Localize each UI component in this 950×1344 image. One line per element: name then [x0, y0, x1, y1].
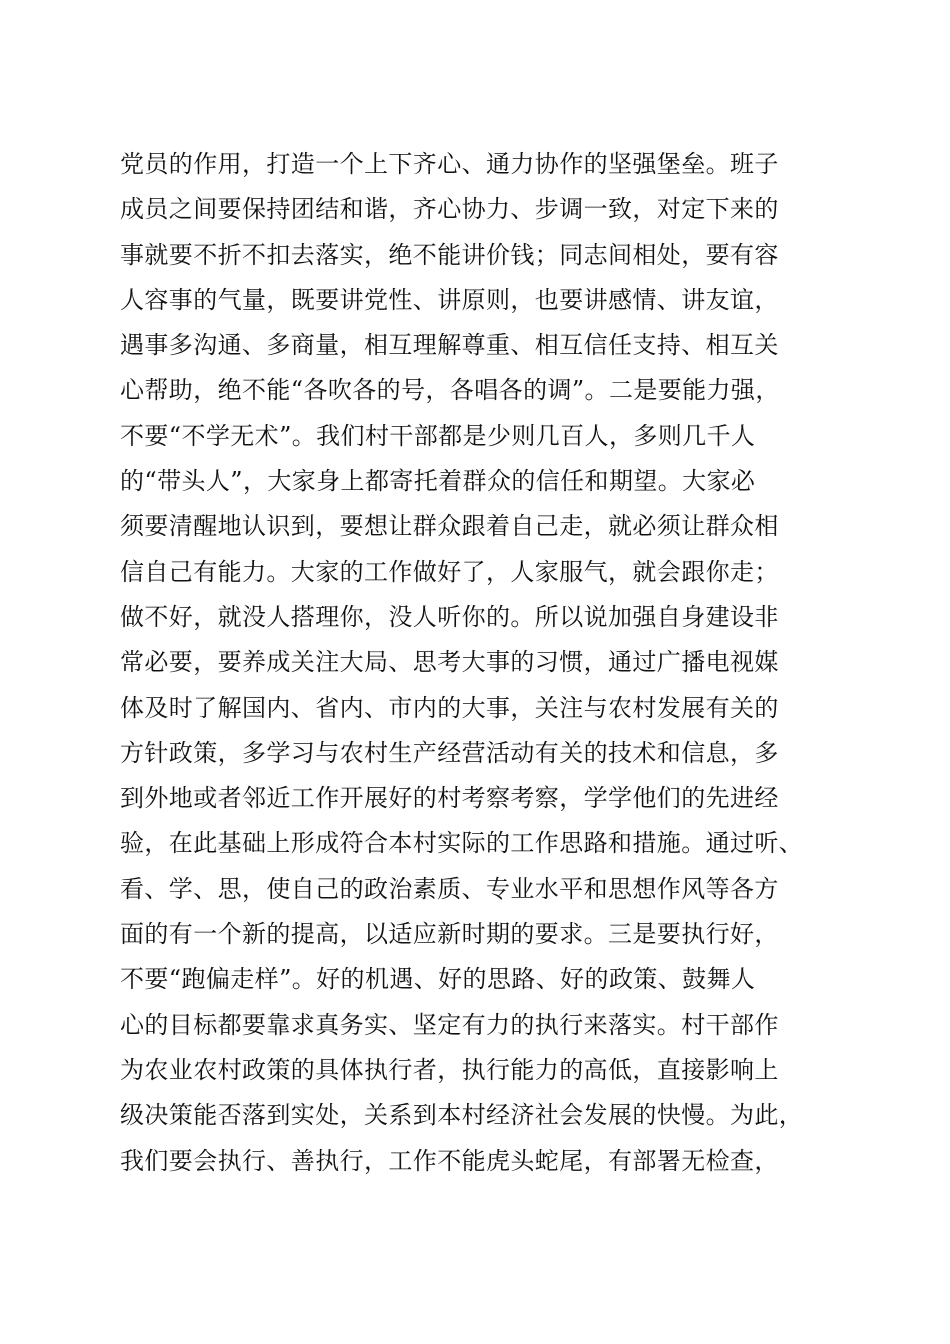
- text-line-5: 遇事多沟通、多商量，相互理解尊重、相互信任支持、相互关: [120, 331, 779, 360]
- text-line-7: 不要“不学无术”。我们村干部都是少则几百人，多则几千人: [120, 421, 756, 450]
- text-line-6: 心帮助，绝不能“各吹各的号，各唱各的调”。二是要能力强，: [120, 376, 780, 405]
- text-line-2: 成员之间要保持团结和谐，齐心协力、步调一致，对定下来的: [120, 195, 779, 224]
- text-line-17: 看、学、思，使自己的政治素质、专业水平和思想作风等各方: [120, 874, 779, 903]
- text-line-18: 面的有一个新的提高，以适应新时期的要求。三是要执行好，: [120, 920, 779, 949]
- text-line-15: 到外地或者邻近工作开展好的村考察考察，学学他们的先进经: [120, 784, 779, 813]
- text-line-9: 须要清醒地认识到，要想让群众跟着自己走，就必须让群众相: [120, 512, 779, 541]
- body-text: [120, 142, 840, 1184]
- text-line-22: 级决策能否落到实处，关系到本村经济社会发展的快慢。为此，: [120, 1101, 804, 1130]
- text-line-14: 方针政策，多学习与农村生产经营活动有关的技术和信息，多: [120, 738, 779, 767]
- text-line-12: 常必要，要养成关注大局、思考大事的习惯，通过广播电视媒: [120, 648, 779, 677]
- text-line-1: 党员的作用，打造一个上下齐心、通力协作的坚强堡垒。班子: [120, 150, 779, 178]
- text-line-16: 验，在此基础上形成符合本村实际的工作思路和措施。通过听、: [120, 829, 804, 858]
- text-line-3: 事就要不折不扣去落实，绝不能讲价钱；同志间相处，要有容: [120, 240, 779, 269]
- text-line-20: 心的目标都要靠求真务实、坚定有力的执行来落实。村干部作: [120, 1010, 779, 1039]
- text-line-10: 信自己有能力。大家的工作做好了，人家服气，就会跟你走；: [120, 557, 779, 586]
- text-line-13: 体及时了解国内、省内、市内的大事，关注与农村发展有关的: [120, 693, 779, 722]
- text-line-21: 为农业农村政策的具体执行者，执行能力的高低，直接影响上: [120, 1055, 779, 1084]
- text-line-8: 的“带头人”，大家身上都寄托着群众的信任和期望。大家必: [120, 467, 756, 496]
- text-line-19: 不要“跑偏走样”。好的机遇、好的思路、好的政策、鼓舞人: [120, 965, 756, 994]
- text-line-23: 我们要会执行、善执行，工作不能虎头蛇尾，有部署无检查，: [120, 1146, 779, 1175]
- text-line-11: 做不好，就没人搭理你，没人听你的。所以说加强自身建设非: [120, 602, 779, 631]
- text-line-4: 人容事的气量，既要讲党性、讲原则，也要讲感情、讲友谊，: [120, 285, 779, 314]
